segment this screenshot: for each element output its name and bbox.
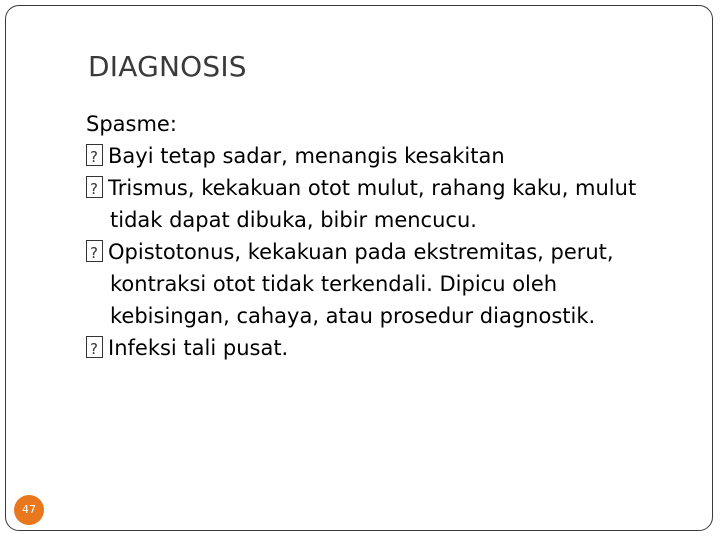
bullet-placeholder-icon xyxy=(86,144,103,166)
slide-title: DIAGNOSIS xyxy=(88,50,247,83)
subheading: Spasme: xyxy=(86,112,177,136)
bullet-item xyxy=(86,172,666,236)
page-number-badge: 47 xyxy=(14,495,44,525)
bullet-text: Trismus, kekakuan otot mulut, rahang kaku, mulut tidak dapat dibuka, bibir mencucu. xyxy=(108,176,637,232)
bullet-item xyxy=(86,332,666,364)
bullet-placeholder-icon xyxy=(86,336,103,358)
bullet-text: Infeksi tali pusat. xyxy=(108,336,289,360)
bullet-placeholder-icon xyxy=(86,240,103,262)
bullet-placeholder-icon xyxy=(86,176,103,198)
bullet-item xyxy=(86,236,666,332)
slide-body xyxy=(86,108,666,364)
bullet-item xyxy=(86,140,666,172)
bullet-text: Bayi tetap sadar, menangis kesakitan xyxy=(108,144,505,168)
bullet-text: Opistotonus, kekakuan pada ekstremitas, perut, kontraksi otot tidak terkendali. Dipicu oleh kebisingan, cahaya, atau prosedur diagnostik. xyxy=(108,240,614,328)
